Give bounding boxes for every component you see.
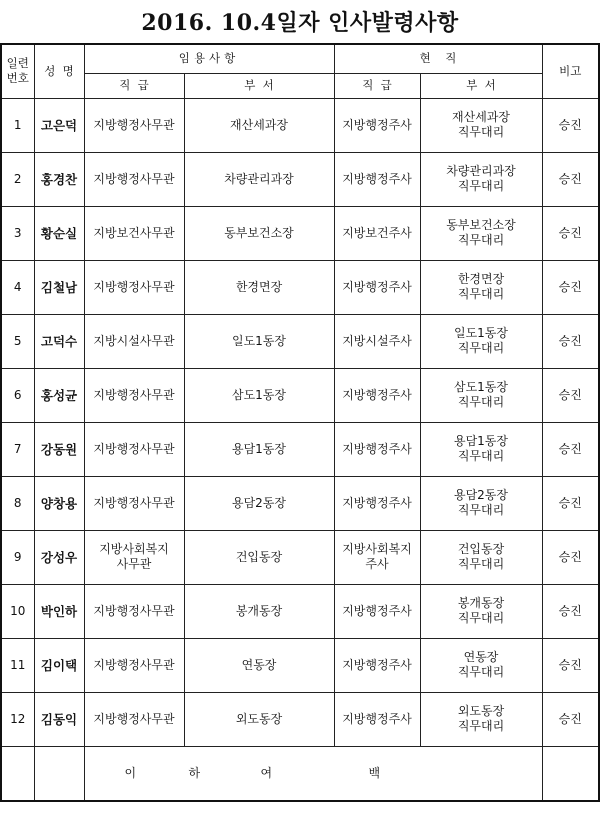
new-rank-cell (84, 152, 184, 206)
header-name: 성 명 (34, 44, 84, 98)
current-rank-cell-line: 지방보건주사 (342, 225, 412, 240)
serial-number-cell: 10 (1, 584, 34, 638)
new-dept-cell-line: 일도1동장 (231, 333, 286, 348)
note-cell: 승진 (542, 314, 599, 368)
serial-number-cell: 11 (1, 638, 34, 692)
current-rank-cell-line: 지방시설주사 (342, 333, 412, 348)
personnel-table (0, 43, 600, 802)
new-dept-cell-line: 삼도1동장 (231, 387, 286, 402)
new-dept-cell-line: 한경면장 (235, 279, 283, 294)
name-cell: 고은덕 (34, 98, 84, 152)
table-row (1, 368, 599, 422)
current-rank-cell (334, 584, 420, 638)
table-row (1, 692, 599, 746)
current-dept-cell (420, 530, 542, 584)
header-cur-dept: 부 서 (420, 73, 542, 98)
current-dept-cell-line: 재산세과장 (452, 110, 510, 124)
current-dept-cell-line: 직무대리 (457, 395, 505, 409)
current-dept-cell-line: 직무대리 (457, 611, 505, 625)
current-rank-cell-line: 지방행정주사 (342, 441, 412, 456)
new-rank-cell (84, 530, 184, 584)
name-cell: 양창용 (34, 476, 84, 530)
new-rank-cell (84, 314, 184, 368)
new-rank-cell (84, 692, 184, 746)
new-dept-cell-line: 연동장 (241, 657, 277, 672)
new-dept-cell (184, 368, 334, 422)
header-note: 비고 (542, 44, 599, 98)
note-cell: 승진 (542, 638, 599, 692)
new-rank-cell (84, 260, 184, 314)
serial-number-cell: 6 (1, 368, 34, 422)
new-dept-cell (184, 584, 334, 638)
header-appointment: 임용사항 (84, 44, 334, 73)
current-rank-cell-line: 지방행정주사 (342, 495, 412, 510)
name-cell: 김철남 (34, 260, 84, 314)
note-cell: 승진 (542, 584, 599, 638)
current-dept-cell-line: 동부보건소장 (446, 218, 516, 232)
current-dept-cell-line: 한경면장 (457, 272, 505, 286)
current-rank-cell (334, 260, 420, 314)
name-cell: 고덕수 (34, 314, 84, 368)
new-dept-cell (184, 638, 334, 692)
serial-number-cell: 3 (1, 206, 34, 260)
table-row (1, 98, 599, 152)
note-cell: 승진 (542, 476, 599, 530)
current-rank-cell-line: 지방행정주사 (342, 657, 412, 672)
current-dept-cell-line: 직무대리 (457, 179, 505, 193)
name-cell: 박인하 (34, 584, 84, 638)
note-cell: 승진 (542, 152, 599, 206)
current-dept-cell-line: 직무대리 (457, 125, 505, 139)
current-rank-cell-line: 주사 (365, 557, 389, 571)
table-row (1, 260, 599, 314)
new-rank-cell (84, 98, 184, 152)
new-dept-cell-line: 재산세과장 (230, 117, 288, 132)
serial-number-cell: 9 (1, 530, 34, 584)
current-dept-cell-line: 직무대리 (457, 287, 505, 301)
new-rank-cell (84, 476, 184, 530)
new-dept-cell (184, 98, 334, 152)
footer-text (84, 746, 542, 801)
current-dept-cell-line: 연동장 (463, 650, 499, 664)
new-rank-cell (84, 422, 184, 476)
new-dept-cell (184, 422, 334, 476)
serial-number-cell: 2 (1, 152, 34, 206)
footer-char: 하 (188, 765, 201, 780)
current-dept-cell-line: 직무대리 (457, 341, 505, 355)
serial-number-cell: 8 (1, 476, 34, 530)
serial-number-cell: 1 (1, 98, 34, 152)
current-rank-cell (334, 314, 420, 368)
name-cell: 김동익 (34, 692, 84, 746)
footer-char: 백 (368, 765, 381, 780)
new-dept-cell (184, 314, 334, 368)
new-rank-cell (84, 584, 184, 638)
current-rank-cell-line: 지방행정주사 (342, 603, 412, 618)
header-current-position: 현 직 (334, 44, 542, 73)
current-rank-cell-line: 지방행정주사 (342, 171, 412, 186)
current-dept-cell-line: 용담1동장 (453, 434, 508, 448)
current-dept-cell-line: 직무대리 (457, 233, 505, 247)
new-dept-cell (184, 692, 334, 746)
current-dept-cell (420, 314, 542, 368)
current-rank-cell-line: 지방행정주사 (342, 711, 412, 726)
table-row (1, 584, 599, 638)
new-dept-cell-line: 차량관리과장 (224, 171, 294, 186)
current-rank-cell (334, 530, 420, 584)
new-dept-cell (184, 152, 334, 206)
note-cell: 승진 (542, 422, 599, 476)
current-dept-cell-line: 직무대리 (457, 665, 505, 679)
header-cur-rank: 직 급 (334, 73, 420, 98)
current-rank-cell (334, 152, 420, 206)
current-dept-cell-line: 건입동장 (457, 542, 505, 556)
current-dept-cell-line: 봉개동장 (457, 596, 505, 610)
table-row (1, 314, 599, 368)
current-dept-cell (420, 692, 542, 746)
header-serial-number: 일련 번호 (1, 44, 34, 98)
current-dept-cell (420, 584, 542, 638)
serial-number-cell: 12 (1, 692, 34, 746)
table-row (1, 206, 599, 260)
current-dept-cell (420, 476, 542, 530)
new-dept-cell-line: 외도동장 (235, 711, 283, 726)
current-rank-cell-line: 지방행정주사 (342, 279, 412, 294)
current-rank-cell (334, 206, 420, 260)
current-rank-cell-line: 지방사회복지 (342, 542, 412, 556)
note-cell: 승진 (542, 98, 599, 152)
new-rank-cell (84, 638, 184, 692)
current-dept-cell-line: 용담2동장 (453, 488, 508, 502)
new-rank-cell-line: 지방행정사무관 (93, 711, 175, 726)
footer-empty-name (34, 746, 84, 801)
footer-char: 이 (124, 765, 137, 780)
new-rank-cell-line: 지방행정사무관 (93, 279, 175, 294)
current-rank-cell (334, 476, 420, 530)
current-dept-cell-line: 일도1동장 (453, 326, 508, 340)
new-rank-cell-line: 지방행정사무관 (93, 441, 175, 456)
header-new-dept: 부 서 (184, 73, 334, 98)
current-dept-cell (420, 422, 542, 476)
current-dept-cell-line: 직무대리 (457, 719, 505, 733)
new-dept-cell-line: 봉개동장 (235, 603, 283, 618)
new-rank-cell-line: 지방행정사무관 (93, 495, 175, 510)
name-cell: 홍경찬 (34, 152, 84, 206)
table-row (1, 530, 599, 584)
new-rank-cell-line: 지방보건사무관 (93, 225, 175, 240)
footer-char: 여 (260, 765, 273, 780)
footer-row (1, 746, 599, 801)
footer-empty-note (542, 746, 599, 801)
current-rank-cell (334, 692, 420, 746)
serial-number-cell: 7 (1, 422, 34, 476)
new-dept-cell-line: 용담2동장 (231, 495, 286, 510)
current-dept-cell-line: 차량관리과장 (446, 164, 516, 178)
header-new-rank: 직 급 (84, 73, 184, 98)
serial-number-cell: 5 (1, 314, 34, 368)
current-dept-cell (420, 260, 542, 314)
serial-number-cell: 4 (1, 260, 34, 314)
name-cell: 황순실 (34, 206, 84, 260)
table-row (1, 152, 599, 206)
current-rank-cell (334, 638, 420, 692)
new-dept-cell (184, 476, 334, 530)
table-row (1, 422, 599, 476)
new-dept-cell (184, 530, 334, 584)
new-dept-cell (184, 206, 334, 260)
note-cell: 승진 (542, 260, 599, 314)
current-dept-cell (420, 638, 542, 692)
new-dept-cell-line: 동부보건소장 (224, 225, 294, 240)
current-rank-cell (334, 98, 420, 152)
table-row (1, 476, 599, 530)
new-rank-cell-line: 지방행정사무관 (93, 387, 175, 402)
current-dept-cell-line: 직무대리 (457, 449, 505, 463)
current-rank-cell (334, 422, 420, 476)
current-rank-cell (334, 368, 420, 422)
new-rank-cell-line: 지방행정사무관 (93, 657, 175, 672)
current-dept-cell (420, 368, 542, 422)
note-cell: 승진 (542, 206, 599, 260)
new-rank-cell (84, 206, 184, 260)
new-dept-cell-line: 건입동장 (235, 549, 283, 564)
current-dept-cell (420, 206, 542, 260)
new-rank-cell-line: 지방사회복지 (99, 542, 169, 556)
current-dept-cell (420, 98, 542, 152)
note-cell: 승진 (542, 692, 599, 746)
new-rank-cell-line: 지방행정사무관 (93, 117, 175, 132)
new-rank-cell-line: 지방행정사무관 (93, 171, 175, 186)
name-cell: 홍성균 (34, 368, 84, 422)
name-cell: 강성우 (34, 530, 84, 584)
note-cell: 승진 (542, 530, 599, 584)
current-dept-cell-line: 직무대리 (457, 503, 505, 517)
page-title: 2016. 10.4일자 인사발령사항 (141, 10, 459, 36)
new-rank-cell-line: 지방행정사무관 (93, 603, 175, 618)
note-cell: 승진 (542, 368, 599, 422)
new-rank-cell-line: 지방시설사무관 (93, 333, 175, 348)
current-dept-cell-line: 외도동장 (457, 704, 505, 718)
name-cell: 강동원 (34, 422, 84, 476)
table-row (1, 638, 599, 692)
footer-empty-no (1, 746, 34, 801)
current-rank-cell-line: 지방행정주사 (342, 117, 412, 132)
new-rank-cell-line: 사무관 (116, 557, 152, 571)
current-dept-cell-line: 삼도1동장 (453, 380, 508, 394)
new-dept-cell-line: 용담1동장 (231, 441, 286, 456)
new-rank-cell (84, 368, 184, 422)
new-dept-cell (184, 260, 334, 314)
current-dept-cell-line: 직무대리 (457, 557, 505, 571)
name-cell: 김이택 (34, 638, 84, 692)
current-dept-cell (420, 152, 542, 206)
current-rank-cell-line: 지방행정주사 (342, 387, 412, 402)
